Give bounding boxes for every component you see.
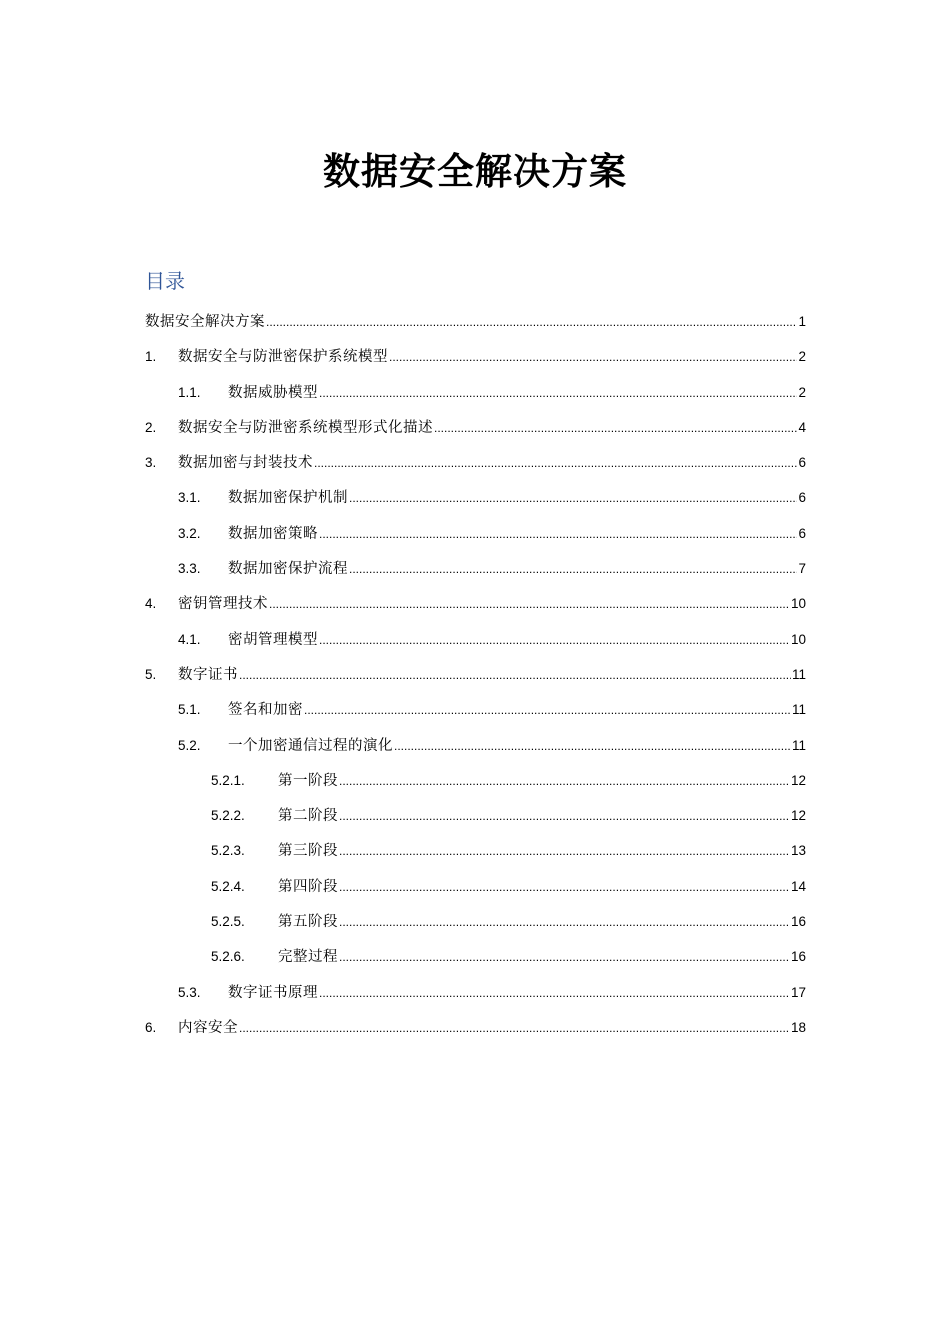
toc-entry[interactable] — [145, 657, 806, 692]
toc-entry-number: 3.2. — [178, 525, 201, 541]
toc-dot-leader — [319, 976, 790, 1011]
toc-dot-leader — [339, 940, 790, 975]
toc-entry-title[interactable]: 密胡管理模型 — [228, 631, 318, 648]
toc-entry-page-number: 16 — [790, 949, 806, 965]
toc-entry[interactable] — [145, 939, 806, 974]
toc-entry-number: 5.2.6. — [211, 949, 245, 965]
toc-entry-title[interactable]: 第五阶段 — [278, 914, 338, 931]
toc-entry[interactable] — [145, 692, 806, 727]
toc-entry[interactable] — [145, 304, 806, 339]
toc-dot-leader — [266, 305, 797, 340]
toc-entry[interactable] — [145, 480, 806, 515]
toc-entry-page-number: 11 — [791, 737, 806, 753]
toc-entry-title[interactable]: 第二阶段 — [278, 808, 338, 825]
toc-dot-leader — [239, 658, 791, 693]
toc-entry-title[interactable]: 第三阶段 — [278, 843, 338, 860]
toc-entry-number: 5.1. — [178, 702, 201, 718]
toc-entry[interactable] — [145, 798, 806, 833]
toc-entry-number: 5.2.5. — [211, 914, 245, 930]
toc-entry-number: 2. — [145, 419, 157, 435]
toc-entry-page-number: 17 — [790, 984, 806, 1000]
toc-entry-page-number: 7 — [798, 561, 806, 577]
toc-entry[interactable] — [145, 551, 806, 586]
toc-dot-leader — [319, 376, 797, 411]
toc-dot-leader — [349, 481, 797, 516]
toc-dot-leader — [434, 411, 797, 446]
toc-entry[interactable] — [145, 375, 806, 410]
toc-dot-leader — [339, 870, 790, 905]
toc-dot-leader — [339, 834, 790, 869]
toc-entry-number: 3. — [145, 455, 157, 471]
table-of-contents — [145, 304, 806, 1045]
toc-entry-title[interactable]: 数据加密策略 — [228, 525, 318, 542]
toc-entry-title[interactable]: 数据加密保护机制 — [228, 490, 348, 507]
toc-entry-number: 5.2.4. — [211, 878, 245, 894]
toc-entry[interactable] — [145, 833, 806, 868]
toc-entry-page-number: 13 — [790, 843, 806, 859]
toc-entry-number: 3.3. — [178, 561, 201, 577]
toc-entry-title[interactable]: 一个加密通信过程的演化 — [228, 737, 393, 754]
toc-entry-title[interactable]: 数据安全解决方案 — [145, 314, 265, 330]
toc-entry-number: 1.1. — [178, 384, 201, 400]
toc-entry-page-number: 11 — [791, 666, 806, 682]
toc-dot-leader — [314, 446, 797, 481]
toc-entry[interactable] — [145, 339, 806, 374]
toc-dot-leader — [319, 517, 797, 552]
toc-entry[interactable] — [145, 586, 806, 621]
toc-entry-page-number: 6 — [798, 455, 806, 471]
toc-entry-number: 1. — [145, 349, 157, 365]
toc-entry-page-number: 12 — [790, 808, 806, 824]
toc-entry[interactable] — [145, 728, 806, 763]
toc-entry-page-number: 11 — [791, 702, 806, 718]
toc-entry-page-number: 6 — [798, 525, 806, 541]
toc-dot-leader — [239, 1011, 790, 1046]
toc-entry-title[interactable]: 数据加密保护流程 — [228, 561, 348, 578]
toc-dot-leader — [339, 799, 790, 834]
toc-entry[interactable] — [145, 904, 806, 939]
toc-dot-leader — [339, 764, 790, 799]
toc-entry-title[interactable]: 数字证书原理 — [228, 984, 318, 1001]
toc-entry[interactable] — [145, 975, 806, 1010]
toc-entry[interactable] — [145, 763, 806, 798]
toc-entry[interactable] — [145, 869, 806, 904]
toc-heading: 目录 — [145, 269, 185, 293]
toc-entry-title[interactable]: 完整过程 — [278, 949, 338, 966]
toc-entry-title[interactable]: 内容安全 — [178, 1019, 238, 1036]
toc-dot-leader — [304, 693, 791, 728]
toc-entry[interactable] — [145, 445, 806, 480]
toc-dot-leader — [349, 552, 797, 587]
toc-entry-number: 6. — [145, 1019, 157, 1035]
toc-entry-title[interactable]: 第四阶段 — [278, 878, 338, 895]
toc-entry-page-number: 2 — [798, 349, 806, 365]
toc-entry[interactable] — [145, 410, 806, 445]
toc-entry-page-number: 4 — [798, 419, 806, 435]
toc-entry-number: 5.2.1. — [211, 772, 245, 788]
toc-entry[interactable] — [145, 622, 806, 657]
toc-entry-title[interactable]: 数据安全与防泄密系统模型形式化描述 — [178, 419, 433, 436]
toc-dot-leader — [394, 729, 791, 764]
toc-entry-number: 5.3. — [178, 984, 201, 1000]
toc-entry-number: 5.2.2. — [211, 808, 245, 824]
toc-entry-page-number: 10 — [790, 631, 806, 647]
toc-entry-title[interactable]: 第一阶段 — [278, 772, 338, 789]
toc-entry-page-number: 1 — [798, 314, 806, 329]
toc-entry-number: 4.1. — [178, 631, 201, 647]
toc-entry-page-number: 10 — [790, 596, 806, 612]
toc-entry-title[interactable]: 数据威胁模型 — [228, 384, 318, 401]
toc-entry-page-number: 2 — [798, 384, 806, 400]
toc-entry-title[interactable]: 密钥管理技术 — [178, 596, 268, 613]
toc-entry-title[interactable]: 数据安全与防泄密保护系统模型 — [178, 349, 388, 366]
toc-entry-page-number: 16 — [790, 914, 806, 930]
toc-entry-number: 3.1. — [178, 490, 201, 506]
toc-entry-title[interactable]: 数字证书 — [178, 666, 238, 683]
toc-entry-title[interactable]: 数据加密与封装技术 — [178, 455, 313, 472]
toc-dot-leader — [339, 905, 790, 940]
toc-entry-number: 5. — [145, 666, 157, 682]
toc-dot-leader — [319, 623, 790, 658]
toc-entry[interactable] — [145, 516, 806, 551]
toc-entry-number: 5.2. — [178, 737, 201, 753]
toc-dot-leader — [269, 587, 790, 622]
toc-entry-title[interactable]: 签名和加密 — [228, 702, 303, 719]
toc-entry-number: 5.2.3. — [211, 843, 245, 859]
toc-entry-page-number: 12 — [790, 772, 806, 788]
toc-entry-page-number: 14 — [790, 878, 806, 894]
document-title: 数据安全解决方案 — [323, 150, 627, 193]
toc-dot-leader — [389, 340, 797, 375]
toc-entry-number: 4. — [145, 596, 157, 612]
toc-entry[interactable] — [145, 1010, 806, 1045]
toc-entry-page-number: 6 — [798, 490, 806, 506]
toc-entry-page-number: 18 — [790, 1019, 806, 1035]
